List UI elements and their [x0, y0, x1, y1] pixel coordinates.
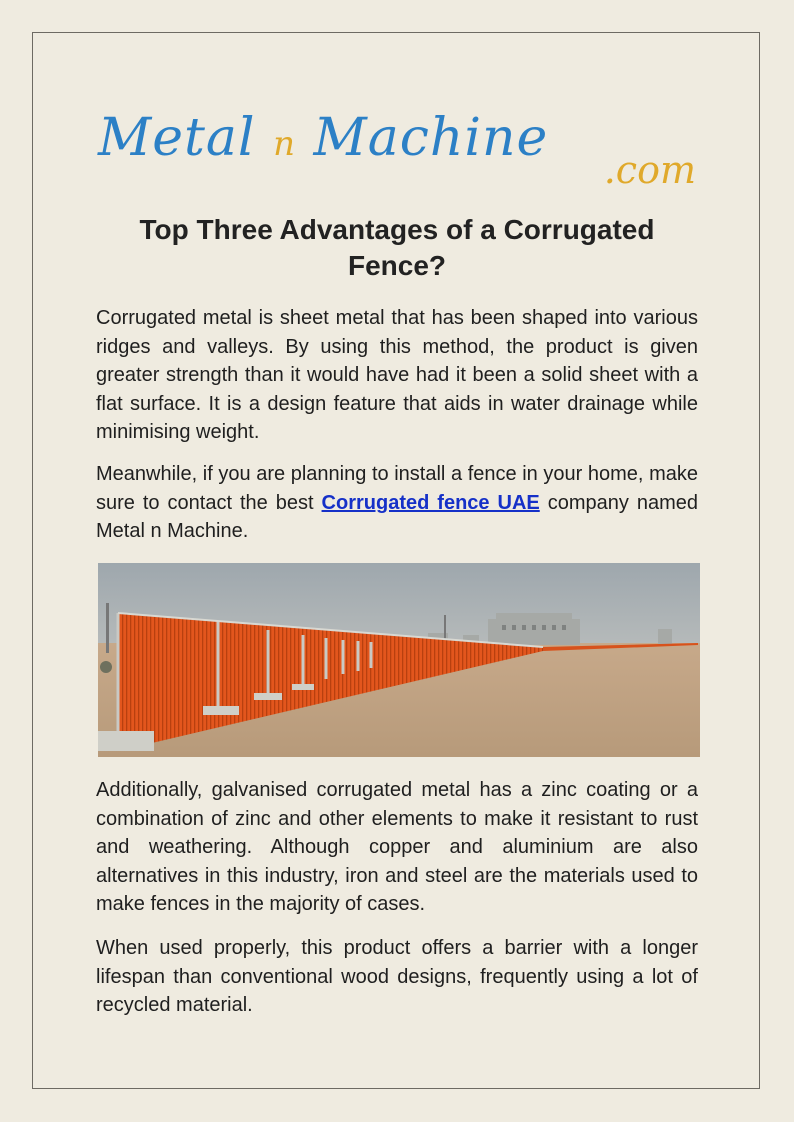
paragraph-contact-text: Meanwhile, if you are planning to install a fence in your home, make sure to contact the best: [96, 463, 698, 514]
paragraph-contact: [96, 460, 698, 546]
paragraph-galvanised: Additionally, galvanised corrugated metal has a zinc coating or a combination of zinc and other elements to make it resistant to rust and weathering. Although copper and aluminium are also alternatives in this industry, iron and steel are the materials used to make fences in the majority of cases.: [96, 779, 698, 916]
logo-text-machine: Machine: [313, 108, 549, 168]
logo-text-dotcom: .com: [603, 148, 696, 192]
corrugated-fence-uae-link[interactable]: Corrugated fence UAE: [321, 491, 540, 514]
paragraph-contact-text-end: company named Metal n Machine.: [96, 491, 698, 543]
paragraph-lifespan: When used properly, this product offers a barrier with a longer lifespan than conventional wood designs, frequently using a lot of recycled material.: [96, 937, 698, 1017]
page-title: Top Three Advantages of a Corrugated Fence?: [139, 214, 655, 281]
logo-wordmark: [98, 108, 548, 168]
corrugated-fence-photo: [98, 563, 700, 757]
paragraph-intro: Corrugated metal is sheet metal that has been shaped into various ridges and valleys. By using this method, the product is given greater strength than it would have had it been a solid sheet with a flat surface. It is a design feature that aids in water drainage while minimising weight.: [96, 307, 698, 444]
logo-text-n: n: [273, 124, 296, 164]
site-logo[interactable]: [98, 108, 698, 190]
logo-text-metal: Metal: [98, 108, 256, 168]
